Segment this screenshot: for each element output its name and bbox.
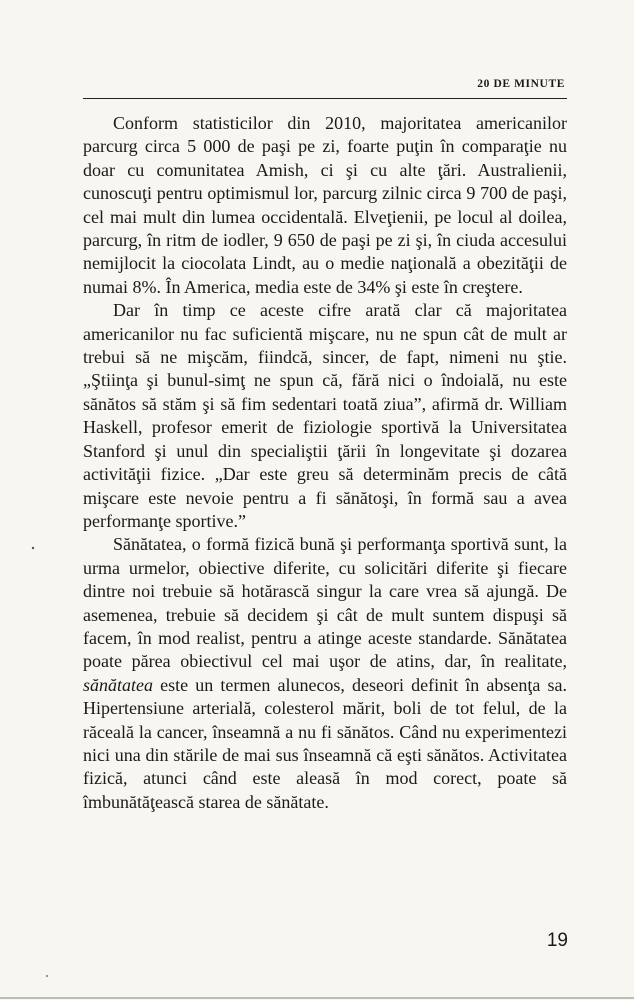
- paragraph-haskell-quote-text: Dar în timp ce aceste cifre arată clar că majoritatea americanilor nu fac suficientă mişcare, nu ne spun cât de mult ar trebui să ne mişcăm, fiindcă, sincer, de fapt, nimeni nu ştie. „Ştiinţa şi bunul-simţ ne spun că, fără nici o îndoială, nu este sănătos să stăm şi să fim sedentari toată ziua”, afirmă dr. William Haskell, profesor emerit de fiziologie sportivă la Universitatea Stanford şi unul din specialiştii ţării în longevitate şi dozarea activităţii fizice. „Dar este greu să determinăm precis de câtă mişcare este nevoie pentru a fi sănătoşi, în formă sau a avea performanţe sportive.”: [83, 300, 567, 531]
- paragraph-statistics: [83, 112, 567, 299]
- paragraph-statistics-text: Conform statisticilor din 2010, majoritatea americanilor parcurg circa 5 000 de paşi pe zi, foarte puţin în comparaţie nu doar cu comunitatea Amish, ci şi cu alte ţări. Australienii, cunoscuţi pentru optimismul lor, parcurg zilnic circa 9 700 de paşi, cel mai mult din lumea occidentală. Elveţienii, pe locul al doilea, parcurg, în ritm de iodler, 9 650 de paşi pe zi şi, în ciuda accesului nemijlocit la ciocolata Lindt, au o medie naţională a obezităţii de numai 8%. În America, media este de 34% şi este în creştere.: [83, 113, 567, 297]
- running-header-title: 20 DE MINUTE: [477, 78, 565, 90]
- bottom-edge-line: [0, 997, 634, 999]
- paragraph-health-definition-text: Sănătatea, o formă fizică bună şi performanţa sportivă sunt, la urma urmelor, obiective diferite, cu solicitări diferite şi fiecare dintre noi trebuie să hotărască singur la care vrea să ajungă. De asemenea, trebuie să decidem şi cât de mult suntem dispuşi să facem, în mod realist, pentru a atinge aceste standarde. Sănătatea poate părea obiectivul cel mai uşor de atins, dar, în realitate,: [83, 534, 567, 672]
- emphasized-term: sănătatea: [83, 674, 153, 695]
- body-text: [83, 112, 567, 814]
- page-number: 19: [546, 930, 568, 951]
- speck-mark: [46, 975, 48, 977]
- running-header: [83, 76, 567, 99]
- speck-mark: [32, 547, 34, 549]
- paragraph-health-definition: [83, 533, 567, 814]
- paragraph-haskell-quote: [83, 299, 567, 533]
- paragraph-health-definition-text-end: este un termen alunecos, deseori definit în absenţa sa. Hipertensiune arterială, colesterol mărit, boli de tot felul, de la răceală la cancer, înseamnă a nu fi sănătos. Când nu experimentezi nici una din stările de mai sus înseamnă că eşti sănătos. Activitatea fizică, atunci când este aleasă în mod corect, poate să îmbunătăţească starea de sănătate.: [83, 674, 567, 812]
